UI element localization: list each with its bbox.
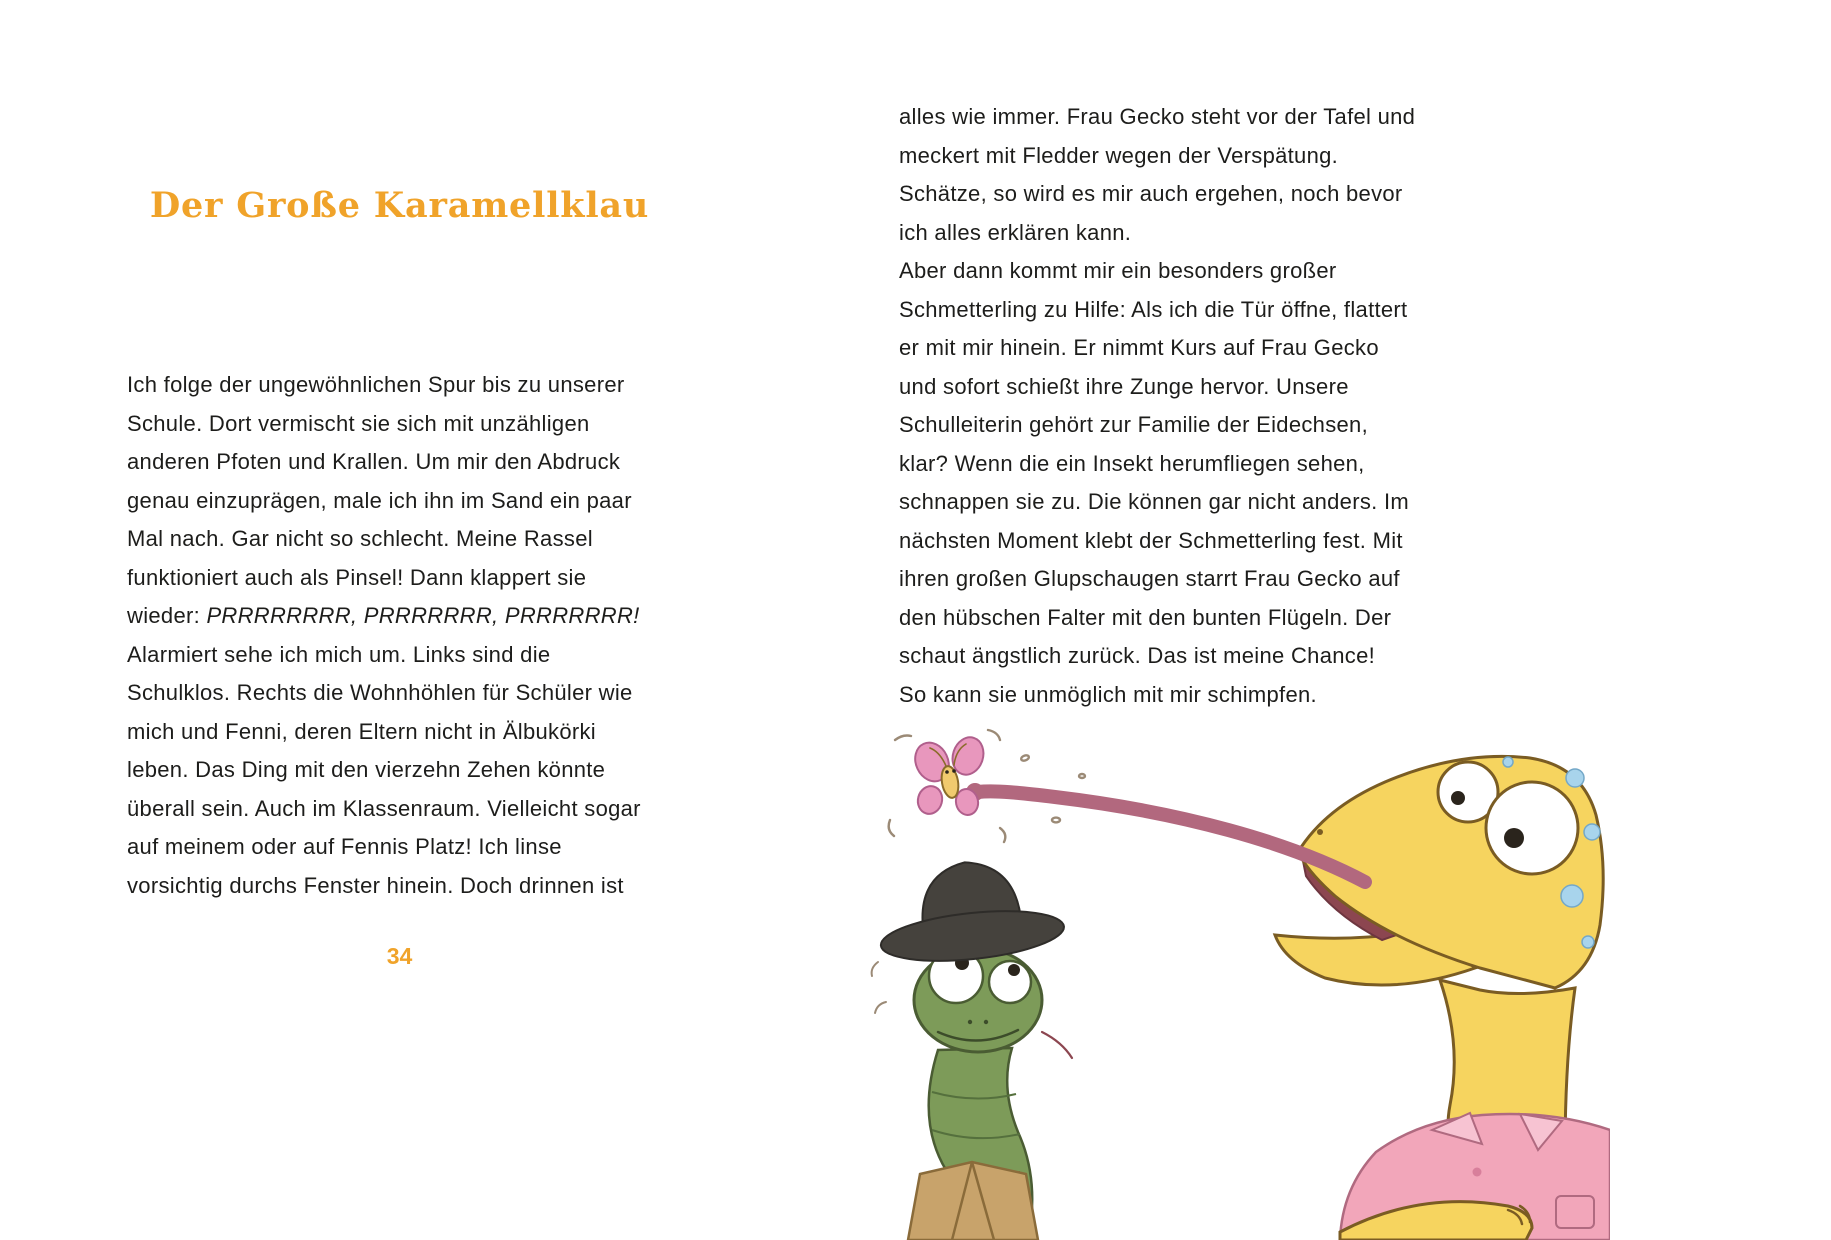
left-page-body-text xyxy=(127,366,687,905)
text-line: Schulleiterin gehört zur Familie der Eidechsen, xyxy=(899,412,1368,437)
text-line: anderen Pfoten und Krallen. Um mir den Abdruck xyxy=(127,449,621,474)
illustration-gecko-butterfly xyxy=(820,700,1610,1240)
text-line: klar? Wenn die ein Insekt herumfliegen sehen, xyxy=(899,450,1365,476)
snake-hat xyxy=(873,853,1066,969)
text-line: alles wie immer. Frau Gecko steht vor der Tafel und xyxy=(899,104,1416,129)
snake-with-hat xyxy=(872,853,1072,1240)
text-line: Schulklos. Rechts die Wohnhöhlen für Schüler wie xyxy=(127,680,633,705)
gecko-nostril xyxy=(1317,829,1323,835)
text-line: schnappen sie zu. Die können gar nicht anders. Im xyxy=(899,489,1409,514)
text-line: und sofort schießt ihre Zunge hervor. Unsere xyxy=(899,373,1349,399)
snake-motion-marks xyxy=(872,962,886,1013)
text-line: vorsichtig durchs Fenster hinein. Doch drinnen ist xyxy=(127,872,624,898)
text-line: meckert mit Fledder wegen der Verspätung. xyxy=(899,142,1339,168)
text-line: Schmetterling zu Hilfe: Als ich die Tür öffne, flattert xyxy=(899,296,1408,322)
text-line: auf meinem oder auf Fennis Platz! Ich linse xyxy=(127,834,562,859)
text-line: Mal nach. Gar nicht so schlecht. Meine Rassel xyxy=(127,526,593,551)
text-line: Schule. Dort vermischt sie sich mit unzähligen xyxy=(127,410,590,436)
text-line: Alarmiert sehe ich mich um. Links sind die xyxy=(127,641,551,667)
text-line: überall sein. Auch im Klassenraum. Vielleicht sogar xyxy=(127,795,641,821)
text-line: wieder: PRRRRRRRR, PRRRRRRR, PRRRRRRR! xyxy=(127,603,640,628)
text-line: den hübschen Falter mit den bunten Flügeln. Der xyxy=(899,604,1392,630)
text-line: er mit mir hinein. Er nimmt Kurs auf Frau Gecko xyxy=(899,335,1379,360)
text-line: schaut ängstlich zurück. Das ist meine Chance! xyxy=(899,643,1376,668)
text-line: nächsten Moment klebt der Schmetterling fest. Mit xyxy=(899,527,1403,553)
right-page-body-text xyxy=(899,98,1459,714)
text-line: Schätze, so wird es mir auch ergehen, noch bevor xyxy=(899,181,1403,206)
text-line: mich und Fenni, deren Eltern nicht in Älbukörki xyxy=(127,718,596,744)
text-line: ich alles erklären kann. xyxy=(899,219,1132,245)
text-line: Aber dann kommt mir ein besonders großer xyxy=(899,258,1337,283)
text-line: leben. Das Ding mit den vierzehn Zehen könnte xyxy=(127,757,606,782)
chapter-title: Der Große Karamellklau xyxy=(149,185,650,226)
gecko-figure xyxy=(1275,756,1610,1240)
snake-tongue-flick xyxy=(1042,1032,1072,1058)
text-line: So kann sie unmöglich mit mir schimpfen. xyxy=(899,681,1317,707)
text-line: ihren großen Glupschaugen starrt Frau Gecko auf xyxy=(899,566,1400,591)
text-line: funktioniert auch als Pinsel! Dann klappert sie xyxy=(127,564,587,590)
text-line: Ich folge der ungewöhnlichen Spur bis zu unserer xyxy=(127,372,625,397)
text-line: genau einzuprägen, male ich ihn im Sand ein paar xyxy=(127,487,632,513)
page-number: 34 xyxy=(386,943,413,969)
